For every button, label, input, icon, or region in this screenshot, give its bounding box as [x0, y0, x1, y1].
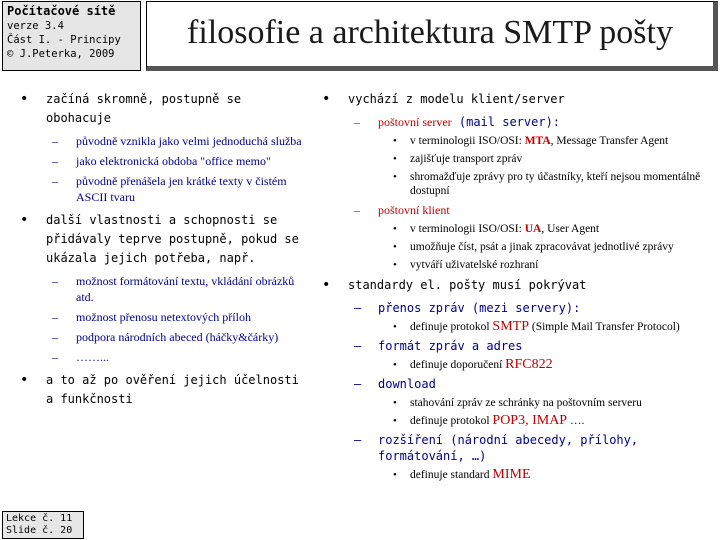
- bullet-features: • další vlastnosti a schopnosti se přidávaly teprve postupně, pokud se ukázala jejich potřeba, např.: [18, 211, 303, 268]
- left-column: [18, 90, 303, 414]
- part-label: Část I. - Principy: [7, 34, 121, 46]
- rfc822-term: RFC822: [505, 357, 553, 372]
- detail-bullet: [390, 222, 705, 236]
- mta-term: MTA: [524, 135, 551, 147]
- sub-bullet-mail-client: [352, 202, 705, 218]
- sub-bullet: – možnost přenosu netextových příloh: [50, 309, 303, 325]
- bullet-client-server: • vychází z modelu klient/server: [320, 90, 705, 109]
- detail-text: definuje protokol: [410, 415, 493, 427]
- detail-text: v terminologii ISO/OSI:: [410, 135, 525, 147]
- detail-bullet: • stahování zpráv ze schránky na poštovním serveru: [390, 396, 705, 410]
- lecture-number: Lekce č. 11: [6, 513, 73, 524]
- sub-bullet-mail-server: [352, 114, 705, 130]
- detail-bullet: • vytváří uživatelské rozhraní: [390, 258, 705, 272]
- mail-client-label: poštovní klient: [378, 203, 450, 217]
- mail-server-suffix: (mail server):: [451, 115, 561, 129]
- detail-text: , User Agent: [541, 223, 600, 235]
- version-label: verze 3.4: [7, 20, 64, 32]
- sub-bullet: – původně přenášela jen krátké texty v čistém ASCII tvaru: [50, 173, 303, 205]
- author-label: © J.Peterka, 2009: [7, 48, 115, 60]
- detail-bullet: • zajišťuje transport zpráv: [390, 152, 705, 166]
- detail-bullet: [390, 414, 705, 428]
- sub-bullet-extensions: – rozšíření (národní abecedy, přílohy, formátování, …): [352, 432, 705, 464]
- sub-bullet: – jako elektronická obdoba "office memo": [50, 153, 303, 169]
- sub-bullet: – ……...: [50, 349, 303, 365]
- right-column: [320, 90, 705, 486]
- mime-term: MIME: [492, 467, 531, 482]
- detail-text: (Simple Mail Transfer Protocol): [528, 321, 680, 333]
- sub-bullet-format: – formát zpráv a adres: [352, 338, 705, 354]
- smtp-term: SMTP: [492, 319, 529, 334]
- course-info-box: [2, 1, 141, 71]
- detail-bullet: [390, 134, 705, 148]
- detail-text: definuje standard: [410, 469, 493, 481]
- detail-bullet: [390, 358, 705, 372]
- sub-bullet: – podpora národních abeced (háčky&čárky): [50, 329, 303, 345]
- slide-title: filosofie a architektura SMTP pošty: [187, 14, 673, 51]
- ua-term: UA: [524, 223, 542, 235]
- detail-text: definuje protokol: [410, 321, 493, 333]
- sub-bullet: – původně vznikla jako velmi jednoduchá služba: [50, 133, 303, 149]
- bullet-standards: • standardy el. pošty musí pokrývat: [320, 276, 705, 295]
- bullet-start: • začíná skromně, postupně se obohacuje: [18, 90, 303, 128]
- title-box: [146, 1, 718, 71]
- detail-bullet: [390, 468, 705, 482]
- sub-bullet-download: – download: [352, 376, 705, 392]
- course-name: Počítačové sítě: [7, 4, 116, 18]
- detail-text: v terminologii ISO/OSI:: [410, 223, 525, 235]
- detail-text: , Message Transfer Agent: [550, 135, 669, 147]
- detail-text: definuje doporučení: [410, 359, 506, 371]
- sub-bullet-transfer: – přenos zpráv (mezi servery):: [352, 300, 705, 316]
- detail-bullet: • shromažďuje zprávy pro ty účastníky, kteří nejsou momentálně dostupní: [390, 170, 705, 198]
- detail-text: ….: [567, 415, 585, 427]
- detail-bullet: [390, 320, 705, 334]
- bullet-verification: • a to až po ověření jejich účelnosti a funkčnosti: [18, 371, 303, 409]
- mail-server-label: poštovní server: [378, 115, 452, 129]
- slide-footer: [2, 511, 84, 539]
- slide-number: Slide č. 20: [6, 525, 73, 536]
- sub-bullet: – možnost formátování textu, vkládání obrázků atd.: [50, 273, 303, 305]
- detail-bullet: • umožňuje číst, psát a jinak zpracovávat jednotlivé zprávy: [390, 240, 705, 254]
- pop3-imap-term: POP3, IMAP: [492, 413, 568, 428]
